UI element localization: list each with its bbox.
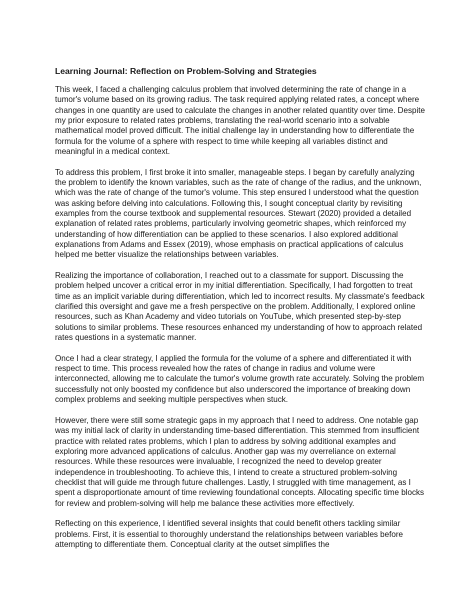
paragraph-2: To address this problem, I first broke it into smaller, manageable steps. I began by carefully analyzing the problem to identify the known variables, such as the rate of change of the radius, and the unknown, which was the rate of change of the tumor's volume. This step ensured I understood what the question was asking before delving into calculations. Following this, I sought conceptual clarity by revisiting examples from the course textbook and supplemental resources. Stewart (2020) provided a detailed explanation of related rates problems, particularly involving geometric shapes, which reinforced my understanding of how differentiation can be applied to these scenarios. I also explored additional explanations from Adams and Essex (2019), whose emphasis on practical applications of calculus helped me better visualize the relationships between variables. — [55, 167, 422, 260]
paragraph-5: However, there were still some strategic gaps in my approach that I need to address. One notable gap was my initial lack of clarity in understanding time-based differentiation. This stemmed from insufficient practice with related rates problems, which I plan to address by solving additional examples and exploring more advanced applications of calculus. Another gap was my overreliance on external resources. While these resources were invaluable, I recognized the need to develop greater independence in troubleshooting. To achieve this, I intend to create a structured problem-solving checklist that will guide me through future challenges. Lastly, I struggled with time management, as I spent a disproportionate amount of time reviewing foundational concepts. Allocating specific time blocks for review and problem-solving will help me balance these activities more effectively. — [55, 415, 425, 508]
paragraph-6: Reflecting on this experience, I identified several insights that could benefit others tackling similar problems. First, it is essential to thoroughly understand the relationships between variables before attempting to differentiate them. Conceptual clarity at the outset simplifies the — [55, 519, 403, 549]
paragraph-4: Once I had a clear strategy, I applied the formula for the volume of a sphere and differentiated it with respect to time. This process revealed how the rates of change in radius and volume were interconnected, allowing me to calculate the tumor's volume growth rate accurately. Solving the problem successfully not only boosted my confidence but also underscored the importance of breaking down complex problems and seeking multiple perspectives when stuck. — [55, 353, 425, 405]
paragraph-3: Realizing the importance of collaboration, I reached out to a classmate for support. Discussing the problem helped uncover a critical error in my initial differentiation. Specifically, I had forgotten to treat time as an implicit variable during differentiation, which led to incorrect results. My classmate's feedback clarified this oversight and gave me a fresh perspective on the problem. Additionally, I explored online resources, such as Khan Academy and video tutorials on YouTube, which presented step-by-step solutions to similar problems. These resources enhanced my understanding of how to approach related rates questions in a systematic manner. — [55, 271, 425, 343]
paragraph-1: This week, I faced a challenging calculus problem that involved determining the rate of change in a tumor's volume based on its growing radius. The task required applying related rates, a concept where changes in one quantity are used to calculate the changes in another related quantity over time. Despite my prior exposure to related rates problems, translating the real-world scenario into a solvable mathematical model proved difficult. The initial challenge lay in understanding how to differentiate the formula for the volume of a sphere with respect to time while keeping all variables distinct and meaningful in a medical context. — [55, 85, 425, 157]
page-title: Learning Journal: Reflection on Problem-Solving and Strategies — [55, 66, 317, 76]
